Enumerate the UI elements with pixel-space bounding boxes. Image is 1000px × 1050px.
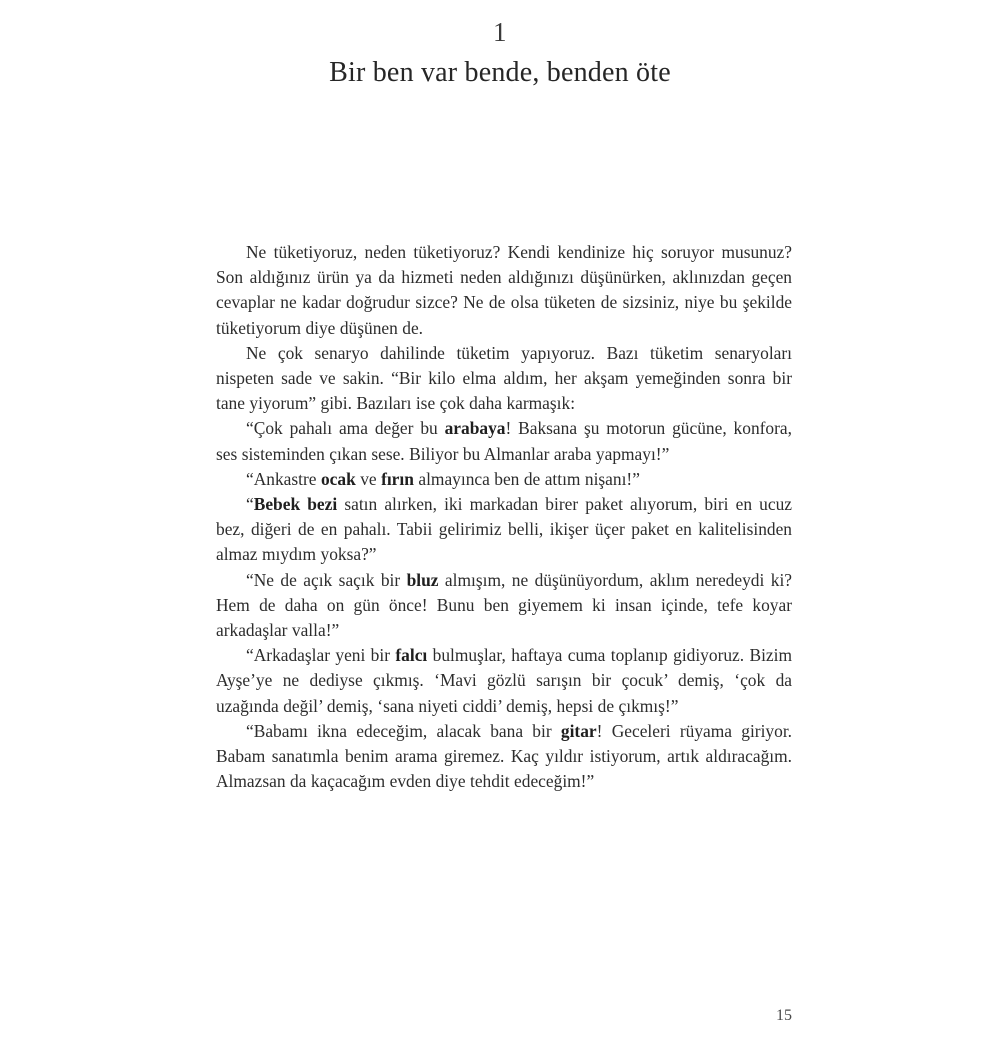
body-paragraph: Ne çok senaryo dahilinde tüketim yapıyoruz. Bazı tüketim senaryoları nispeten sade ve sakin. “Bir kilo elma aldım, her akşam yemeğinden sonra bir tane yiyorum” gibi. Bazıları ise çok daha karmaşık:: [216, 342, 792, 414]
body-paragraph: “Babamı ikna edeceğim, alacak bana bir gitar! Geceleri rüyama giriyor. Babam sanatımla benim arama giremez. Kaç yıldır istiyorum, artık aldıracağım. Almazsan da kaçacağım evden diye tehdit edeceğim!”: [216, 720, 792, 792]
page-number: 15: [776, 1007, 792, 1024]
emphasized-term: gitar: [560, 720, 597, 741]
body-paragraph: Ne tüketiyoruz, neden tüketiyoruz? Kendi kendinize hiç soruyor musunuz? Son aldığınız ürün ya da hizmeti neden aldığınızı düşünürken, aklınızdan geçen cevaplar ne kadar doğrudur sizce? Ne de olsa tüketen de sizsiniz, niye bu şekilde tüketiyorum diye düşünen de.: [216, 242, 792, 338]
emphasized-term: bluz: [406, 569, 439, 590]
body-text-column: [216, 240, 792, 794]
body-paragraph: “Arkadaşlar yeni bir falcı bulmuşlar, haftaya cuma toplanıp gidiyoruz. Bizim Ayşe’ye ne dediyse çıkmış. ‘Mavi gözlü sarışın bir çocuk’ demiş, ‘çok da uzağında değil’ demiş, ‘sana niyeti ciddi’ demiş, hepsi de çıkmış!”: [216, 645, 792, 716]
emphasized-term: falcı: [395, 645, 428, 666]
body-paragraph: “Ankastre ocak ve fırın almayınca ben de attım nişanı!”: [246, 468, 640, 489]
chapter-title: Bir ben var bende, benden öte: [329, 57, 671, 88]
chapter-number: 1: [493, 17, 507, 47]
emphasized-term: ocak: [320, 468, 356, 489]
emphasized-term: arabaya: [444, 418, 506, 439]
emphasized-term: Bebek bezi: [253, 494, 338, 515]
body-paragraph: “Bebek bezi satın alırken, iki markadan birer paket alıyorum, biri en ucuz bez, diğeri de en pahalı. Tabii gelirimiz belli, ikişer üçer paket en kalitelisinden almaz mıydım yoksa?”: [216, 494, 792, 565]
body-paragraph: “Çok pahalı ama değer bu arabaya! Baksana şu motorun gücüne, konfora, ses sisteminden çıkan sese. Biliyor bu Almanlar araba yapmayı!”: [216, 418, 792, 464]
chapter-heading: [0, 16, 1000, 90]
body-paragraph: “Ne de açık saçık bir bluz almışım, ne düşünüyordum, aklım neredeydi ki? Hem de daha on gün önce! Bunu ben giyemem ki insan içinde, tefe koyar arkadaşlar valla!”: [216, 569, 792, 641]
emphasized-term: fırın: [381, 468, 414, 489]
